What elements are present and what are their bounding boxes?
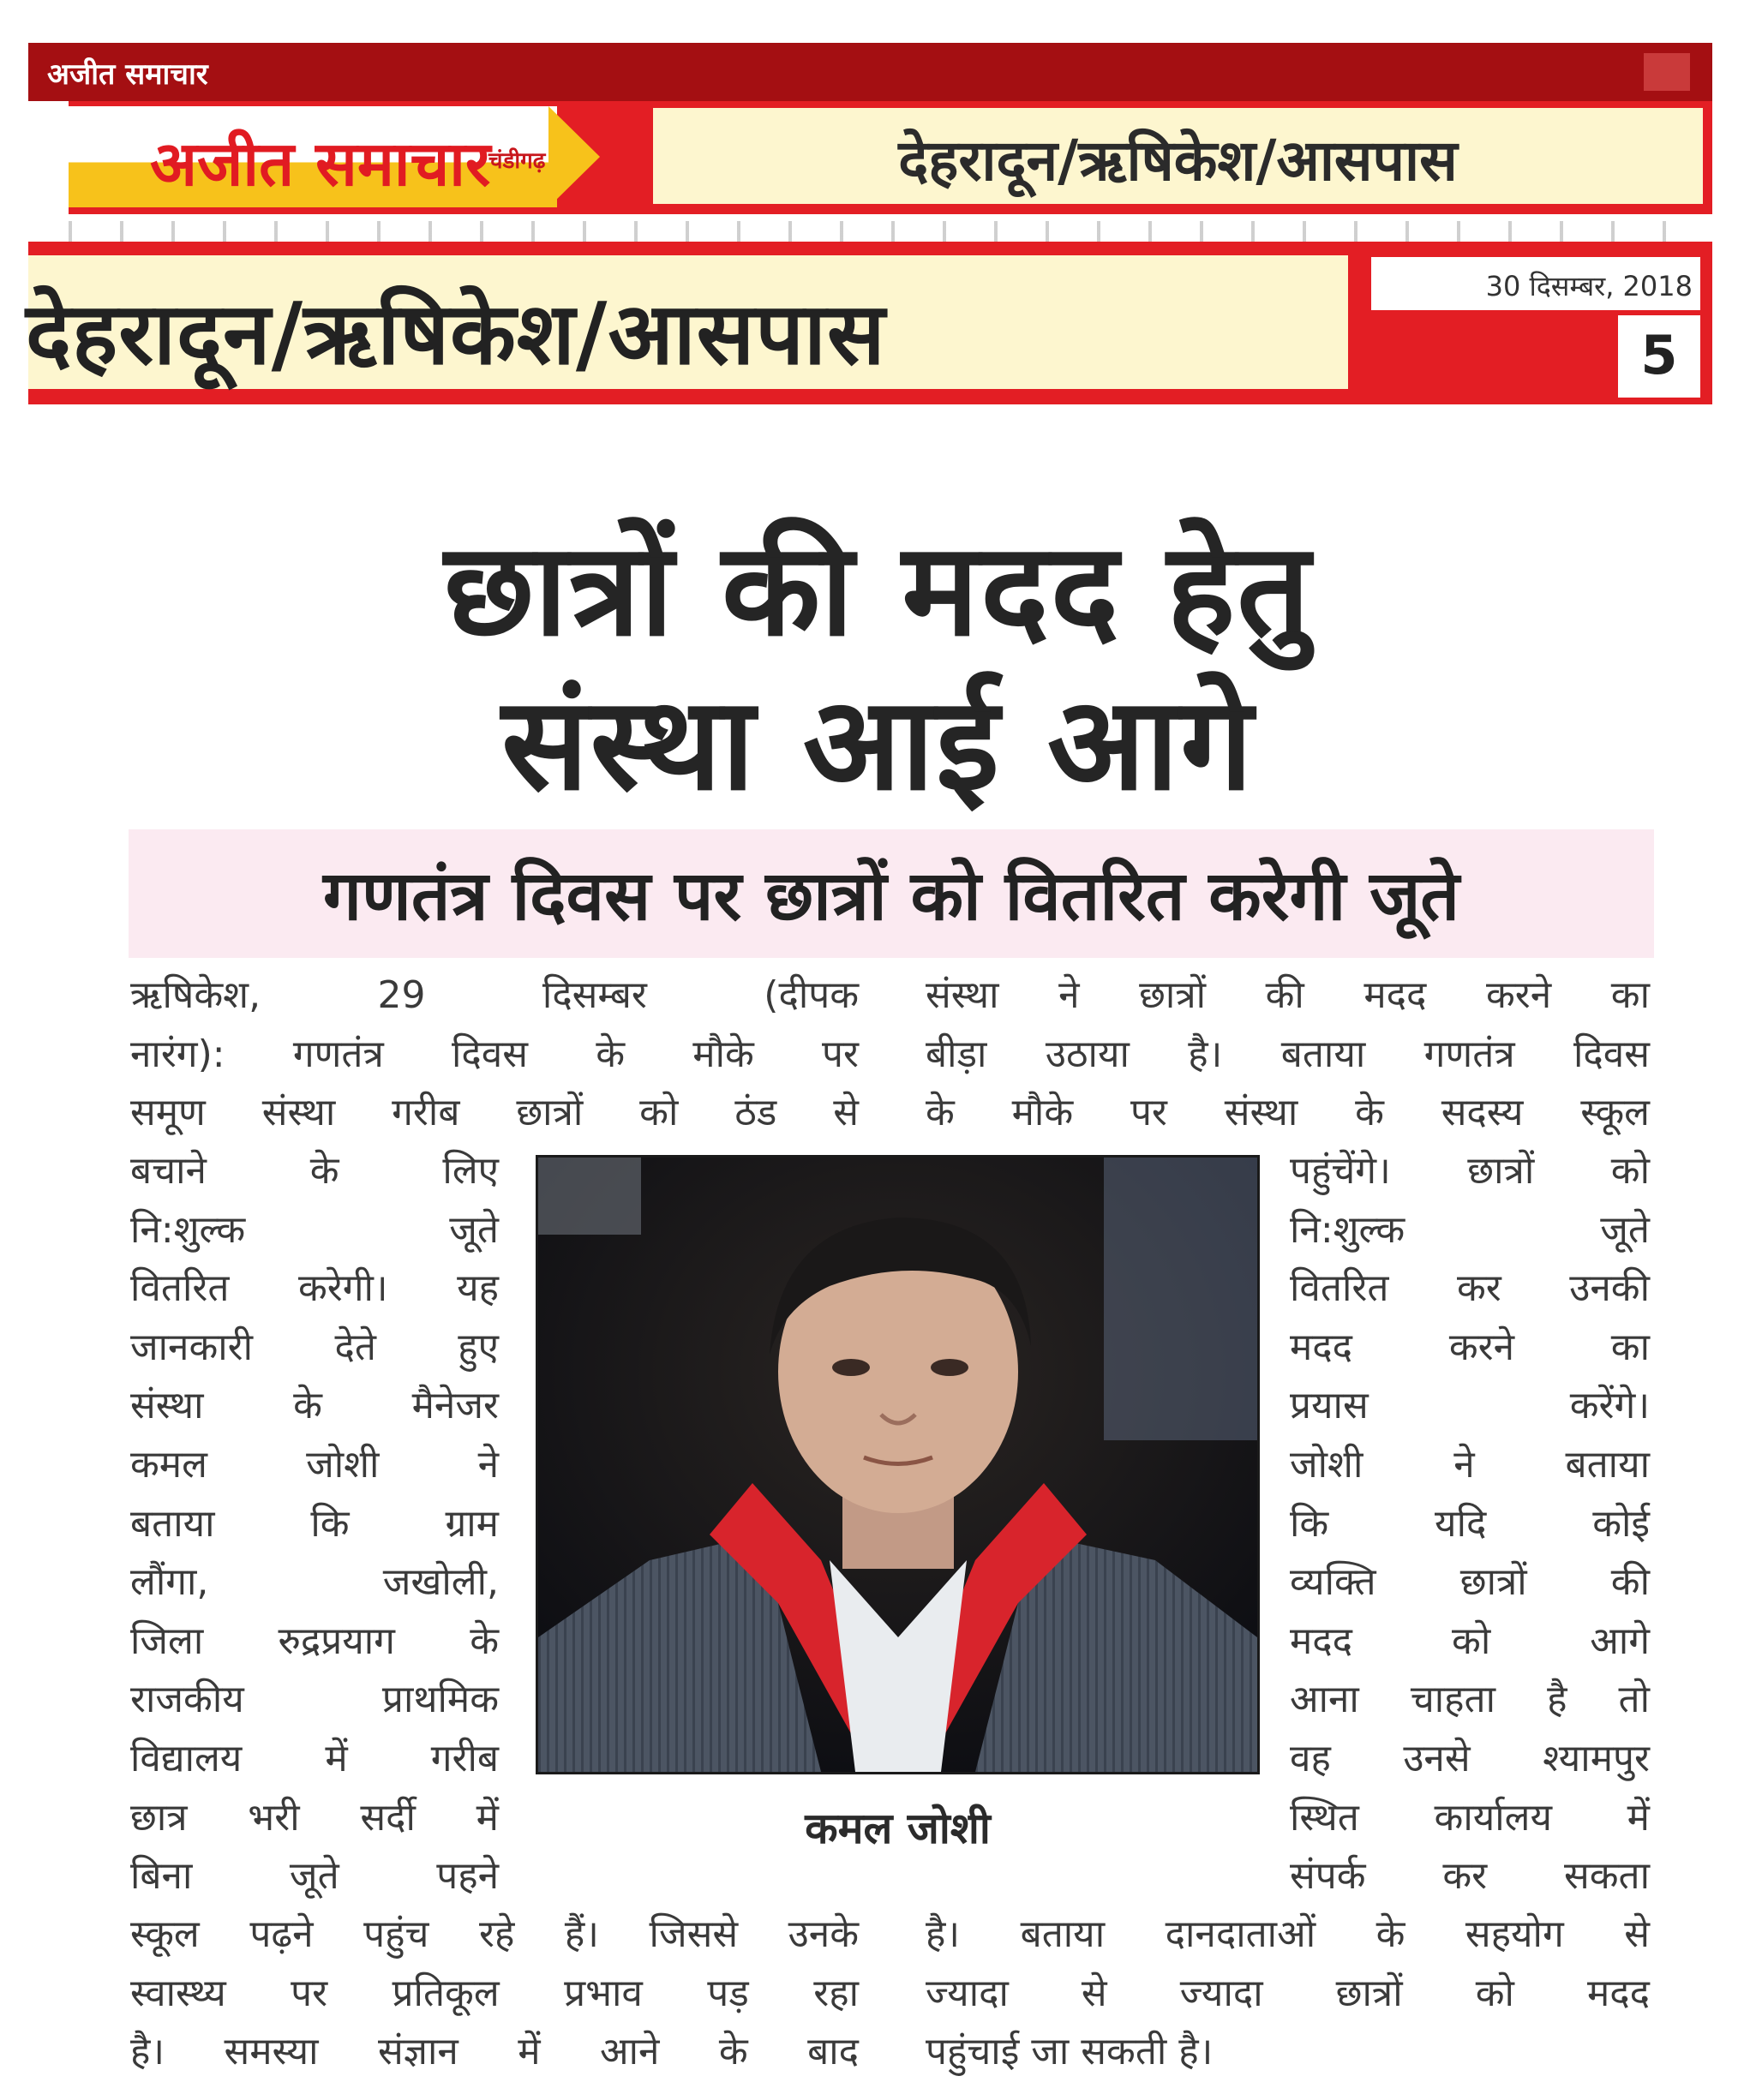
- headline-line-1: छात्रों की मदद हेतु: [444, 516, 1312, 665]
- body-line: बीड़ा उठाया है। बताया गणतंत्र दिवस: [926, 1032, 1650, 1076]
- body-left-top: [130, 966, 859, 1143]
- masthead-section-title: देहरादून/ऋषिकेश/आसपास: [898, 128, 1458, 194]
- person-illustration: [538, 1158, 1257, 1772]
- body-line: कमल जोशी ने: [130, 1442, 499, 1487]
- body-line: कि यदि कोई: [1290, 1501, 1650, 1546]
- body-line: मदद को आगे: [1290, 1618, 1650, 1663]
- body-line: नि:शुल्क जूते: [130, 1207, 499, 1252]
- body-line: है। बताया दानदाताओं के सहयोग से: [926, 1912, 1650, 1956]
- body-line: ज्यादा से ज्यादा छात्रों को मदद: [926, 1971, 1650, 2015]
- body-line: बताया कि ग्राम: [130, 1501, 499, 1546]
- headline-line-2: संस्था आई आगे: [501, 670, 1255, 819]
- body-line: संस्था ने छात्रों की मदद करने का: [926, 973, 1650, 1017]
- body-line: के मौके पर संस्था के सदस्य स्कूल: [926, 1091, 1650, 1135]
- body-left-bottom: [130, 1906, 859, 2082]
- body-line: ऋषिकेश, 29 दिसम्बर (दीपक: [130, 973, 859, 1017]
- page-number: 5: [1640, 324, 1678, 386]
- body-line: स्वास्थ्य पर प्रतिकूल प्रभाव पड़ रहा: [130, 1971, 859, 2015]
- body-line: संपर्क कर सकता: [1290, 1854, 1650, 1899]
- body-line: स्कूल पढ़ने पहुंच रहे हैं। जिससे उनके: [130, 1912, 859, 1956]
- subheadline: गणतंत्र दिवस पर छात्रों को वितरित करेगी जूते: [322, 856, 1460, 936]
- photo-caption: कमल जोशी: [805, 1804, 991, 1853]
- body-line: वितरित कर उनकी: [1290, 1266, 1650, 1311]
- page-section-title: देहरादून/ऋषिकेश/आसपास: [26, 284, 886, 384]
- body-line: वितरित करेगी। यह: [130, 1266, 499, 1311]
- body-line: जिला रुद्रप्रयाग के: [130, 1618, 499, 1663]
- logo-city: चंडीगढ़: [488, 148, 546, 174]
- body-line: विद्यालय में गरीब: [130, 1736, 499, 1780]
- logo-arrow-shape: [548, 106, 600, 207]
- body-left-narrow: [130, 1142, 499, 1906]
- body-line: जानकारी देते हुए: [130, 1325, 499, 1369]
- close-icon[interactable]: [1644, 53, 1690, 91]
- cropped-text-row: [69, 221, 1712, 242]
- body-line: स्थित कार्यालय में: [1290, 1795, 1650, 1840]
- body-line: नारंग): गणतंत्र दिवस के मौके पर: [130, 1032, 859, 1076]
- body-line: प्रयास करेंगे।: [1290, 1384, 1650, 1428]
- body-line: बिना जूते पहने: [130, 1854, 499, 1899]
- body-line: है। समस्या संज्ञान में आने के बाद: [130, 2030, 859, 2074]
- body-right-narrow: [1290, 1142, 1650, 1906]
- portrait-photo: [536, 1155, 1260, 1774]
- body-line: पहुंचेंगे। छात्रों को: [1290, 1149, 1650, 1193]
- body-line: वह उनसे श्यामपुर: [1290, 1736, 1650, 1780]
- body-right-bottom: [926, 1906, 1650, 2082]
- body-line: बचाने के लिए: [130, 1149, 499, 1193]
- body-right-top: [926, 966, 1650, 1143]
- body-line: संस्था के मैनेजर: [130, 1384, 499, 1428]
- body-line: जोशी ने बताया: [1290, 1442, 1650, 1487]
- masthead-strip-label: अजीत समाचार: [47, 57, 208, 92]
- body-line: लौंगा, जखोली,: [130, 1560, 499, 1605]
- body-line: आना चाहता है तो: [1290, 1678, 1650, 1722]
- body-line: व्यक्ति छात्रों की: [1290, 1560, 1650, 1605]
- body-line: मदद करने का: [1290, 1325, 1650, 1369]
- page-date: 30 दिसम्बर, 2018: [1485, 270, 1693, 302]
- body-line: नि:शुल्क जूते: [1290, 1207, 1650, 1252]
- logo-name: अजीत समाचार: [150, 127, 491, 200]
- body-line: छात्र भरी सर्दी में: [130, 1795, 499, 1840]
- masthead-strip: [28, 43, 1712, 101]
- body-line: पहुंचाई जा सकती है।: [926, 2030, 1214, 2074]
- body-line: समूण संस्था गरीब छात्रों को ठंड से: [130, 1091, 859, 1135]
- body-line: राजकीय प्राथमिक: [130, 1678, 499, 1722]
